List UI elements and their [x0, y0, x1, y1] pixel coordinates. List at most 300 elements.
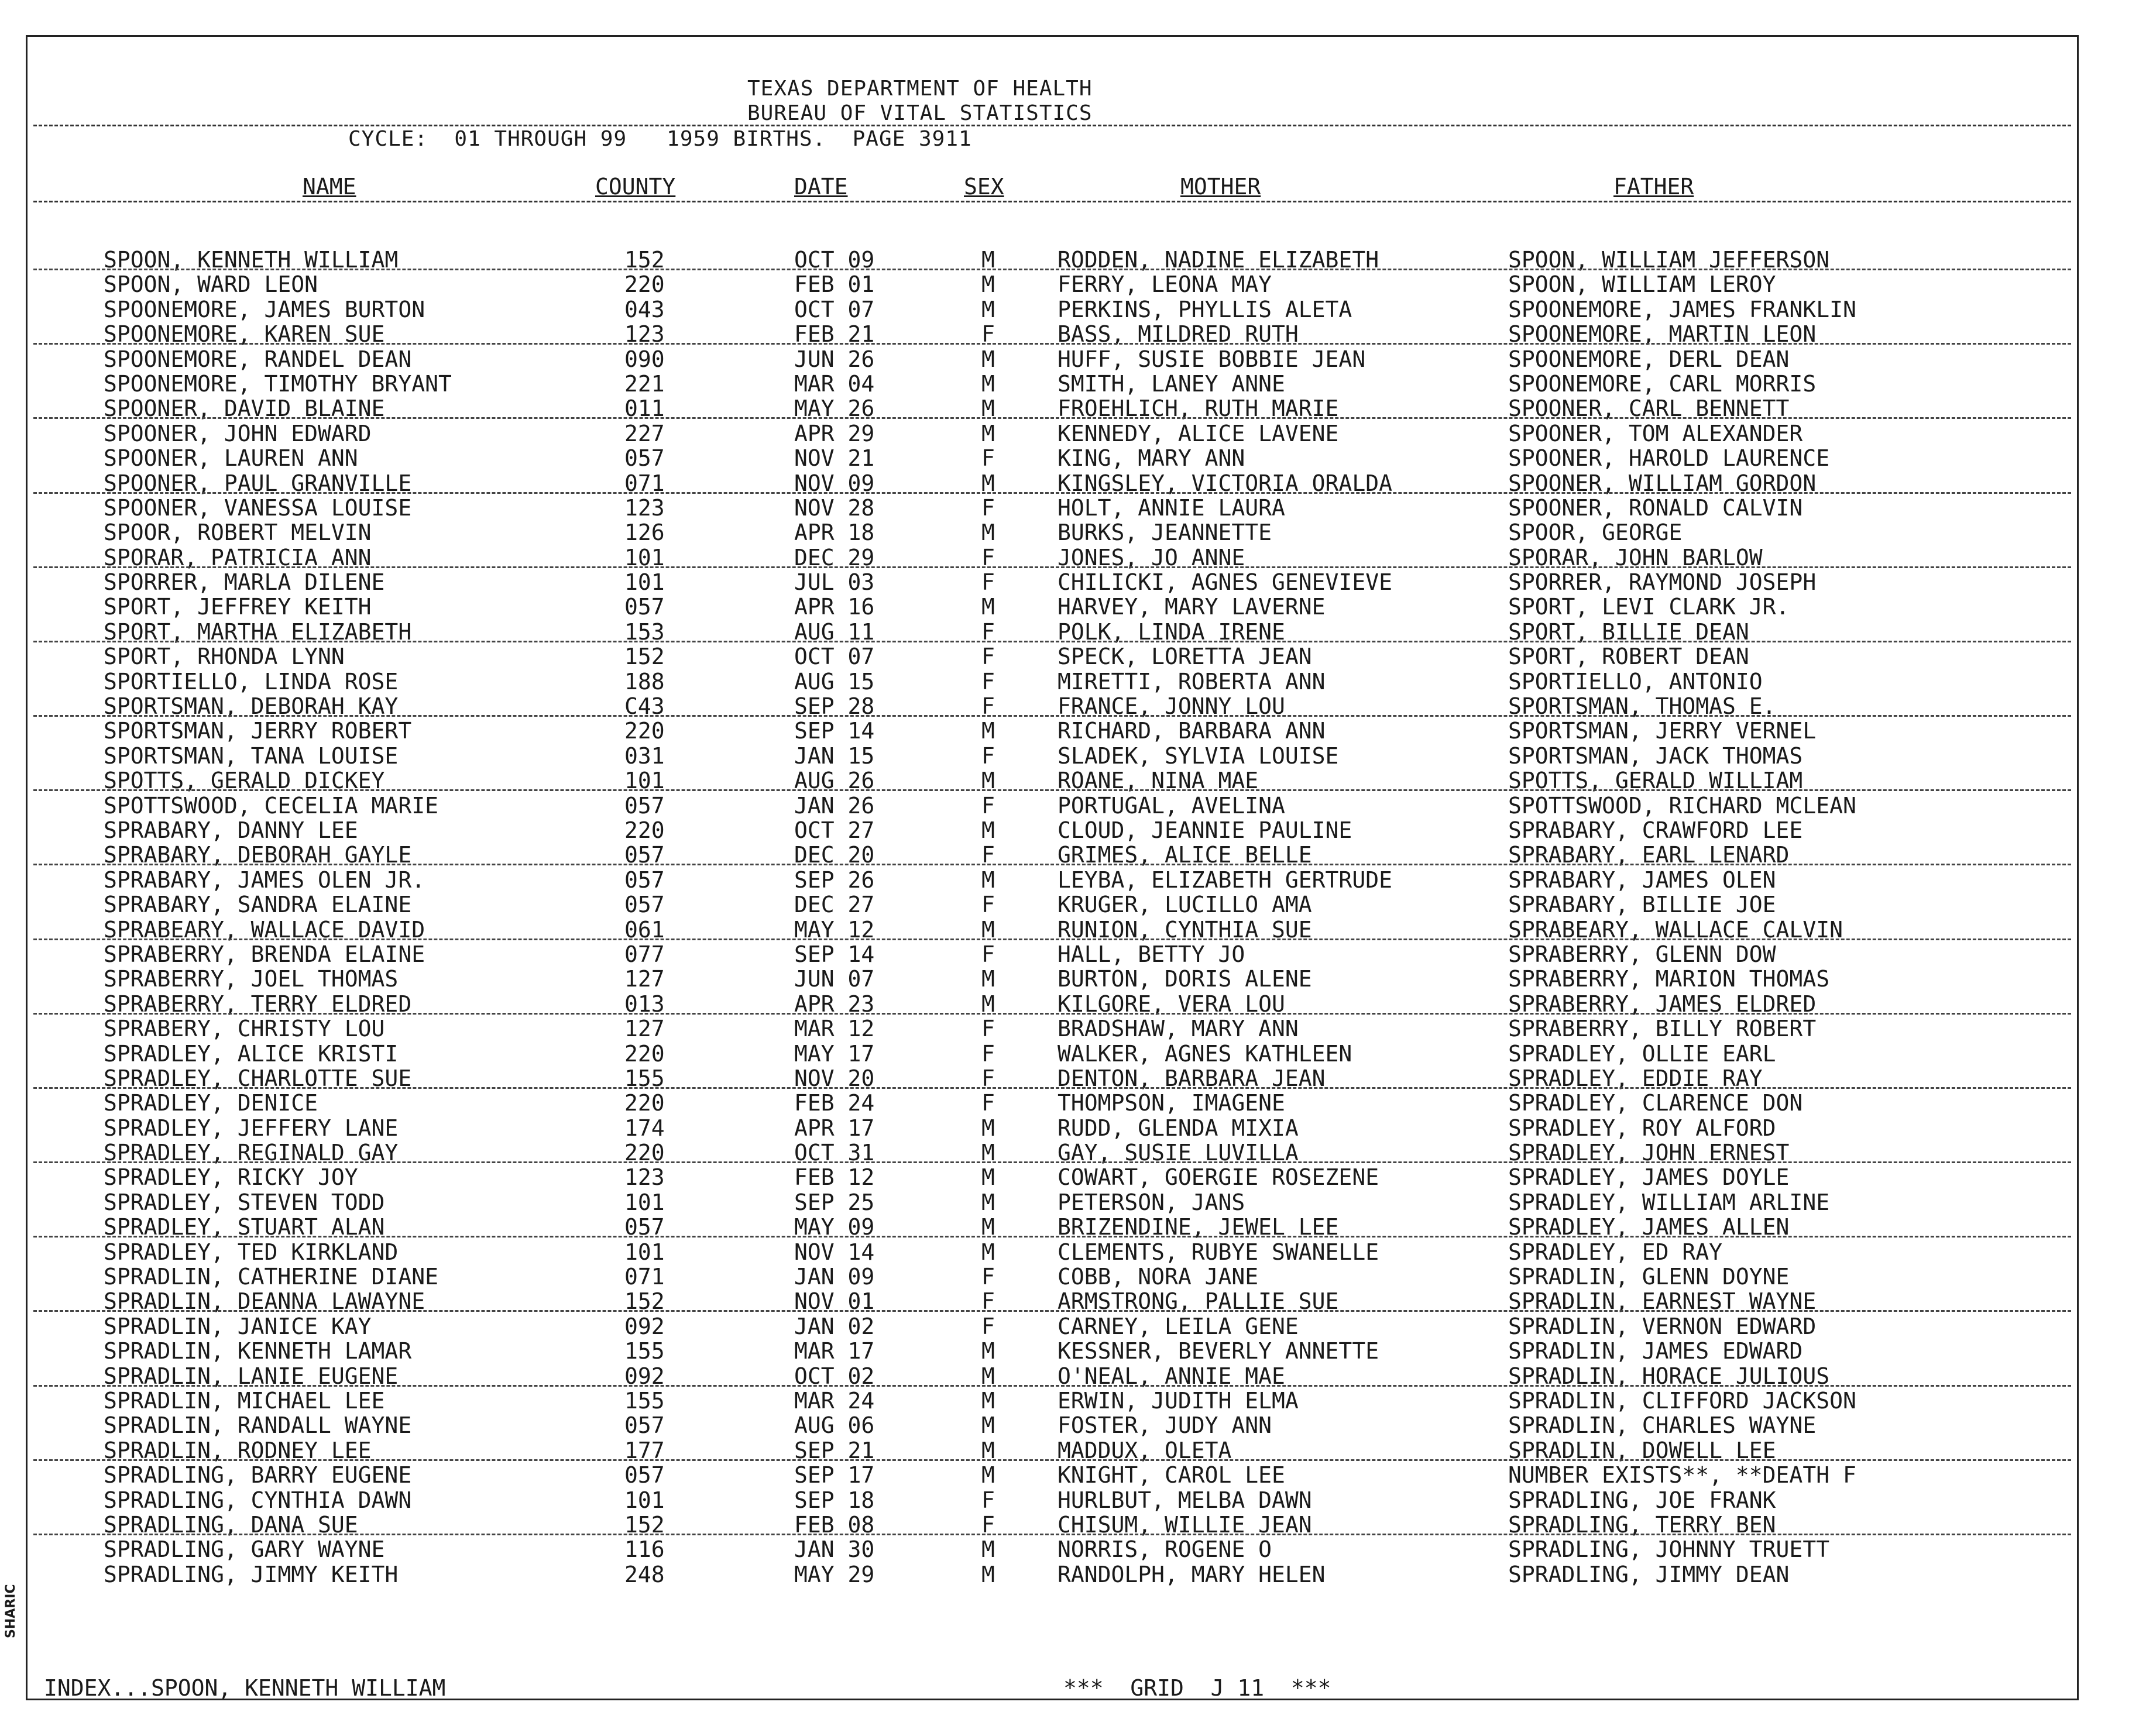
table-row: [28, 768, 2077, 793]
cell-name: SPOONER, DAVID BLAINE: [104, 396, 385, 422]
cell-date: OCT 02: [794, 1363, 875, 1389]
grid-reference: *** GRID J 11 ***: [1063, 1675, 1331, 1701]
cell-county: 153: [624, 618, 665, 645]
cell-date: JAN 02: [794, 1313, 875, 1339]
cell-county: 057: [624, 1462, 665, 1489]
cell-date: JUN 26: [794, 346, 875, 372]
cell-date: APR 17: [794, 1115, 875, 1141]
cell-name: SPRADLEY, REGINALD GAY: [104, 1140, 399, 1166]
table-row: [28, 545, 2077, 570]
cell-name: SPRABARY, DEBORAH GAYLE: [104, 842, 412, 868]
cell-date: SEP 14: [794, 941, 875, 967]
cell-date: OCT 31: [794, 1140, 875, 1166]
cell-name: SPRABERRY, JOEL THOMAS: [104, 966, 399, 992]
cell-mother: SPECK, LORETTA JEAN: [1058, 644, 1312, 670]
cell-mother: MIRETTI, ROBERTA ANN: [1058, 668, 1326, 695]
table-row: [28, 1314, 2077, 1339]
cell-name: SPOON, KENNETH WILLIAM: [104, 247, 399, 273]
table-row: [28, 594, 2077, 619]
cell-date: SEP 26: [794, 867, 875, 893]
cell-name: SPRADLEY, TED KIRKLAND: [104, 1239, 399, 1265]
cell-name: SPORAR, PATRICIA ANN: [104, 544, 372, 570]
cell-father: SPOONEMORE, DERL DEAN: [1508, 346, 1790, 372]
cell-mother: RANDOLPH, MARY HELEN: [1058, 1561, 1326, 1587]
cell-date: APR 23: [794, 991, 875, 1017]
cell-date: APR 16: [794, 594, 875, 620]
cell-name: SPRADLEY, CHARLOTTE SUE: [104, 1065, 412, 1091]
cell-name: SPRABARY, DANNY LEE: [104, 817, 358, 843]
cell-sex: M: [981, 1140, 995, 1166]
cell-mother: NORRIS, ROGENE O: [1058, 1536, 1272, 1563]
cell-name: SPOONEMORE, KAREN SUE: [104, 321, 385, 348]
cell-name: SPOONEMORE, JAMES BURTON: [104, 296, 425, 322]
cell-name: SPRADLEY, STEVEN TODD: [104, 1189, 385, 1215]
cell-father: SPRABARY, JAMES OLEN: [1508, 867, 1776, 893]
cell-father: SPRADLEY, ROY ALFORD: [1508, 1115, 1776, 1141]
cell-mother: RODDEN, NADINE ELIZABETH: [1058, 247, 1379, 273]
cell-sex: M: [981, 370, 995, 397]
cell-sex: M: [981, 1363, 995, 1389]
cell-county: 101: [624, 1189, 665, 1215]
cell-name: SPOON, WARD LEON: [104, 271, 318, 298]
cell-sex: F: [981, 644, 995, 670]
cell-sex: F: [981, 569, 995, 596]
cell-father: SPOON, WILLIAM LEROY: [1508, 271, 1776, 298]
cell-name: SPRABARY, JAMES OLEN JR.: [104, 867, 425, 893]
cell-date: APR 18: [794, 520, 875, 546]
cell-date: JAN 09: [794, 1264, 875, 1290]
table-row: [28, 1463, 2077, 1487]
cell-mother: PETERSON, JANS: [1058, 1189, 1245, 1215]
cell-county: 013: [624, 991, 665, 1017]
cell-county: 011: [624, 396, 665, 422]
cell-father: SPOONER, TOM ALEXANDER: [1508, 420, 1803, 446]
cell-father: SPRADLEY, JOHN ERNEST: [1508, 1140, 1790, 1166]
cell-date: FEB 24: [794, 1090, 875, 1116]
cell-name: SPORTSMAN, DEBORAH KAY: [104, 693, 399, 720]
cell-county: 071: [624, 470, 665, 496]
column-header-name: NAME: [303, 174, 356, 200]
cell-sex: M: [981, 867, 995, 893]
cell-date: NOV 28: [794, 494, 875, 521]
table-row: [28, 1413, 2077, 1438]
cell-county: 177: [624, 1437, 665, 1463]
cell-county: 220: [624, 817, 665, 843]
cycle-line: CYCLE: 01 THROUGH 99 1959 BIRTHS. PAGE 3911: [348, 127, 972, 151]
cell-sex: F: [981, 668, 995, 695]
cell-father: SPRADLEY, ED RAY: [1508, 1239, 1723, 1265]
cell-date: SEP 28: [794, 693, 875, 720]
cell-county: 220: [624, 271, 665, 298]
cell-date: FEB 08: [794, 1511, 875, 1538]
cell-father: SPRADLIN, HORACE JULIOUS: [1508, 1363, 1830, 1389]
cell-sex: M: [981, 296, 995, 322]
table-row: [28, 247, 2077, 272]
side-stamp: SHARIC: [4, 1584, 18, 1638]
cell-name: SPORT, JEFFREY KEITH: [104, 594, 372, 620]
cell-sex: M: [981, 1387, 995, 1414]
cell-father: SPRADLIN, JAMES EDWARD: [1508, 1338, 1803, 1364]
cell-date: DEC 29: [794, 544, 875, 570]
cell-name: SPOOR, ROBERT MELVIN: [104, 520, 372, 546]
cell-father: SPRADLEY, OLLIE EARL: [1508, 1040, 1776, 1067]
cell-father: SPORRER, RAYMOND JOSEPH: [1508, 569, 1817, 596]
cell-mother: BURTON, DORIS ALENE: [1058, 966, 1312, 992]
cell-name: SPRABERY, CHRISTY LOU: [104, 1016, 385, 1042]
cell-father: SPOONER, CARL BENNETT: [1508, 396, 1790, 422]
cell-mother: HARVEY, MARY LAVERNE: [1058, 594, 1326, 620]
cell-name: SPOONER, JOHN EDWARD: [104, 420, 372, 446]
cell-father: SPORTSMAN, JACK THOMAS: [1508, 742, 1803, 769]
cell-date: JAN 15: [794, 742, 875, 769]
cell-sex: F: [981, 544, 995, 570]
cell-mother: COBB, NORA JANE: [1058, 1264, 1259, 1290]
column-header-sex: SEX: [964, 174, 1004, 200]
table-row: [28, 1364, 2077, 1388]
table-row: [28, 892, 2077, 917]
cell-date: NOV 21: [794, 445, 875, 472]
cell-county: 031: [624, 742, 665, 769]
table-row: [28, 372, 2077, 396]
cell-county: 116: [624, 1536, 665, 1563]
table-row: [28, 818, 2077, 843]
header-rule: [33, 125, 2071, 126]
cell-mother: PORTUGAL, AVELINA: [1058, 792, 1285, 819]
cell-name: SPORT, RHONDA LYNN: [104, 644, 345, 670]
table-row: [28, 793, 2077, 818]
cell-father: SPRADLIN, CHARLES WAYNE: [1508, 1412, 1817, 1439]
cell-county: 188: [624, 668, 665, 695]
table-row: [28, 917, 2077, 942]
cell-sex: F: [981, 892, 995, 918]
cell-name: SPRABEARY, WALLACE DAVID: [104, 916, 425, 943]
cell-mother: DENTON, BARBARA JEAN: [1058, 1065, 1326, 1091]
birth-records-table: [28, 247, 2077, 1587]
cell-name: SPOTTSWOOD, CECELIA MARIE: [104, 792, 438, 819]
cell-mother: ARMSTRONG, PALLIE SUE: [1058, 1288, 1339, 1315]
table-row: [28, 1091, 2077, 1115]
cell-mother: FRANCE, JONNY LOU: [1058, 693, 1285, 720]
cell-name: SPRADLIN, RODNEY LEE: [104, 1437, 372, 1463]
index-footer: INDEX...SPOON, KENNETH WILLIAM: [44, 1675, 446, 1701]
cell-name: SPRADLING, GARY WAYNE: [104, 1536, 385, 1563]
cell-father: SPRADLING, JOE FRANK: [1508, 1487, 1776, 1513]
table-row: [28, 347, 2077, 372]
cell-county: 227: [624, 420, 665, 446]
table-row: [28, 1190, 2077, 1215]
cell-father: SPRABERRY, GLENN DOW: [1508, 941, 1776, 967]
cell-name: SPRADLING, BARRY EUGENE: [104, 1462, 412, 1489]
cell-county: 101: [624, 569, 665, 596]
cell-mother: LEYBA, ELIZABETH GERTRUDE: [1058, 867, 1392, 893]
cell-father: SPOTTS, GERALD WILLIAM: [1508, 768, 1803, 794]
cell-mother: COWART, GOERGIE ROSEZENE: [1058, 1164, 1379, 1191]
table-row: [28, 471, 2077, 496]
cell-county: 155: [624, 1065, 665, 1091]
cell-sex: M: [981, 1214, 995, 1240]
cell-county: 057: [624, 842, 665, 868]
cell-father: SPORTIELLO, ANTONIO: [1508, 668, 1763, 695]
cell-county: 248: [624, 1561, 665, 1587]
table-row: [28, 1165, 2077, 1190]
cell-father: SPRADLEY, WILLIAM ARLINE: [1508, 1189, 1830, 1215]
cell-name: SPRADLEY, RICKY JOY: [104, 1164, 358, 1191]
cell-father: SPOONEMORE, JAMES FRANKLIN: [1508, 296, 1856, 322]
cell-mother: KRUGER, LUCILLO AMA: [1058, 892, 1312, 918]
table-row: [28, 1041, 2077, 1066]
table-row: [28, 520, 2077, 545]
cell-father: SPOON, WILLIAM JEFFERSON: [1508, 247, 1830, 273]
cell-county: 090: [624, 346, 665, 372]
cell-father: SPOONER, WILLIAM GORDON: [1508, 470, 1817, 496]
table-row: [28, 644, 2077, 669]
cell-county: 043: [624, 296, 665, 322]
table-row: [28, 1339, 2077, 1363]
cell-county: 057: [624, 1214, 665, 1240]
cell-mother: RUNION, CYNTHIA SUE: [1058, 916, 1312, 943]
cell-mother: KILGORE, VERA LOU: [1058, 991, 1285, 1017]
cell-sex: M: [981, 1164, 995, 1191]
cell-sex: M: [981, 346, 995, 372]
cell-date: JAN 30: [794, 1536, 875, 1563]
cell-mother: KENNEDY, ALICE LAVENE: [1058, 420, 1339, 446]
cell-father: SPRADLIN, GLENN DOYNE: [1508, 1264, 1790, 1290]
cell-county: 127: [624, 966, 665, 992]
table-row: [28, 396, 2077, 421]
cell-name: SPORTSMAN, TANA LOUISE: [104, 742, 399, 769]
table-row: [28, 1537, 2077, 1562]
table-row: [28, 1215, 2077, 1239]
cell-name: SPOONEMORE, TIMOTHY BRYANT: [104, 370, 452, 397]
cell-sex: F: [981, 445, 995, 472]
cell-date: FEB 12: [794, 1164, 875, 1191]
cell-father: SPORT, ROBERT DEAN: [1508, 644, 1749, 670]
cell-father: SPRABARY, CRAWFORD LEE: [1508, 817, 1803, 843]
cell-sex: M: [981, 1536, 995, 1563]
cell-name: SPRADLIN, JANICE KAY: [104, 1313, 372, 1339]
cell-county: 057: [624, 792, 665, 819]
cell-mother: CHILICKI, AGNES GENEVIEVE: [1058, 569, 1392, 596]
cell-sex: F: [981, 1288, 995, 1315]
cell-mother: SLADEK, SYLVIA LOUISE: [1058, 742, 1339, 769]
cell-mother: BRIZENDINE, JEWEL LEE: [1058, 1214, 1339, 1240]
cell-county: 057: [624, 445, 665, 472]
cell-county: 101: [624, 1487, 665, 1513]
cell-sex: F: [981, 792, 995, 819]
table-row: [28, 694, 2077, 719]
agency-title: TEXAS DEPARTMENT OF HEALTH: [747, 77, 1093, 101]
cell-sex: F: [981, 1487, 995, 1513]
cell-county: C43: [624, 693, 665, 720]
cell-name: SPRADLEY, DENICE: [104, 1090, 318, 1116]
cell-county: 221: [624, 370, 665, 397]
table-row: [28, 1512, 2077, 1537]
cell-father: SPRABERRY, MARION THOMAS: [1508, 966, 1830, 992]
cell-county: 123: [624, 1164, 665, 1191]
cell-mother: BASS, MILDRED RUTH: [1058, 321, 1299, 348]
cell-father: SPRADLIN, EARNEST WAYNE: [1508, 1288, 1817, 1315]
cell-mother: CARNEY, LEILA GENE: [1058, 1313, 1299, 1339]
cell-mother: POLK, LINDA IRENE: [1058, 618, 1285, 645]
cell-date: MAR 12: [794, 1016, 875, 1042]
cell-date: SEP 17: [794, 1462, 875, 1489]
cell-sex: F: [981, 494, 995, 521]
cell-date: NOV 09: [794, 470, 875, 496]
cell-father: SPRADLEY, JAMES DOYLE: [1508, 1164, 1790, 1191]
table-row: [28, 1116, 2077, 1140]
table-row: [28, 942, 2077, 967]
table-row: [28, 992, 2077, 1016]
cell-date: AUG 15: [794, 668, 875, 695]
cell-county: 127: [624, 1016, 665, 1042]
table-row: [28, 967, 2077, 991]
table-row: [28, 843, 2077, 867]
column-header-father: FATHER: [1613, 174, 1694, 200]
cell-date: OCT 07: [794, 296, 875, 322]
cell-county: 220: [624, 1140, 665, 1166]
cell-sex: F: [981, 1313, 995, 1339]
cell-sex: F: [981, 321, 995, 348]
cell-county: 123: [624, 321, 665, 348]
cell-mother: FROEHLICH, RUTH MARIE: [1058, 396, 1339, 422]
table-row: [28, 446, 2077, 470]
cell-mother: KING, MARY ANN: [1058, 445, 1245, 472]
cell-county: 092: [624, 1363, 665, 1389]
table-row: [28, 421, 2077, 446]
cell-date: MAY 26: [794, 396, 875, 422]
table-row: [28, 1140, 2077, 1165]
cell-name: SPORTIELLO, LINDA ROSE: [104, 668, 399, 695]
table-row: [28, 1289, 2077, 1314]
cell-mother: ROANE, NINA MAE: [1058, 768, 1259, 794]
cell-sex: F: [981, 842, 995, 868]
cell-date: FEB 21: [794, 321, 875, 348]
table-row: [28, 1264, 2077, 1289]
cell-county: 071: [624, 1264, 665, 1290]
cell-county: 061: [624, 916, 665, 943]
table-row: [28, 1016, 2077, 1041]
cell-date: AUG 06: [794, 1412, 875, 1439]
cell-father: SPOOR, GEORGE: [1508, 520, 1683, 546]
cell-county: 057: [624, 1412, 665, 1439]
cell-father: SPOONEMORE, MARTIN LEON: [1508, 321, 1817, 348]
table-row: [28, 1066, 2077, 1091]
cell-mother: BURKS, JEANNETTE: [1058, 520, 1272, 546]
cell-sex: M: [981, 247, 995, 273]
cell-name: SPOONER, VANESSA LOUISE: [104, 494, 412, 521]
cell-father: SPRADLIN, CLIFFORD JACKSON: [1508, 1387, 1856, 1414]
cell-county: 152: [624, 1288, 665, 1315]
cell-father: SPRADLING, JOHNNY TRUETT: [1508, 1536, 1830, 1563]
cell-date: MAR 04: [794, 370, 875, 397]
cell-name: SPRADLIN, KENNETH LAMAR: [104, 1338, 412, 1364]
cell-county: 220: [624, 718, 665, 744]
cell-mother: MADDUX, OLETA: [1058, 1437, 1232, 1463]
cell-county: 057: [624, 594, 665, 620]
cell-name: SPOONER, LAUREN ANN: [104, 445, 358, 472]
cell-mother: CHISUM, WILLIE JEAN: [1058, 1511, 1312, 1538]
cell-mother: ERWIN, JUDITH ELMA: [1058, 1387, 1299, 1414]
cell-date: MAY 17: [794, 1040, 875, 1067]
column-header-mother: MOTHER: [1180, 174, 1261, 200]
cell-date: MAR 24: [794, 1387, 875, 1414]
cell-father: SPRABERRY, JAMES ELDRED: [1508, 991, 1817, 1017]
cell-mother: RUDD, GLENDA MIXIA: [1058, 1115, 1299, 1141]
cell-sex: M: [981, 1462, 995, 1489]
cell-name: SPORTSMAN, JERRY ROBERT: [104, 718, 412, 744]
cell-name: SPRADLEY, STUART ALAN: [104, 1214, 385, 1240]
cell-county: 057: [624, 867, 665, 893]
table-row: [28, 570, 2077, 594]
cell-sex: M: [981, 420, 995, 446]
cell-date: MAY 12: [794, 916, 875, 943]
cell-sex: M: [981, 1239, 995, 1265]
cell-county: 092: [624, 1313, 665, 1339]
cell-county: 155: [624, 1338, 665, 1364]
cell-sex: M: [981, 966, 995, 992]
cell-sex: F: [981, 1511, 995, 1538]
cell-name: SPRADLIN, MICHAEL LEE: [104, 1387, 385, 1414]
cell-date: SEP 21: [794, 1437, 875, 1463]
cell-father: SPOONER, RONALD CALVIN: [1508, 494, 1803, 521]
cell-mother: WALKER, AGNES KATHLEEN: [1058, 1040, 1352, 1067]
table-row: [28, 868, 2077, 892]
cell-sex: M: [981, 817, 995, 843]
cell-mother: GRIMES, ALICE BELLE: [1058, 842, 1312, 868]
cell-sex: F: [981, 1264, 995, 1290]
cell-mother: HALL, BETTY JO: [1058, 941, 1245, 967]
column-header-county: COUNTY: [595, 174, 676, 200]
cell-date: OCT 09: [794, 247, 875, 273]
table-row: [28, 1488, 2077, 1512]
cell-county: 101: [624, 544, 665, 570]
cell-name: SPRADLIN, RANDALL WAYNE: [104, 1412, 412, 1439]
cell-father: SPORTSMAN, THOMAS E.: [1508, 693, 1776, 720]
table-row: [28, 322, 2077, 346]
cell-father: SPRABARY, BILLIE JOE: [1508, 892, 1776, 918]
cell-county: 152: [624, 247, 665, 273]
cell-mother: CLOUD, JEANNIE PAULINE: [1058, 817, 1352, 843]
cell-mother: PERKINS, PHYLLIS ALETA: [1058, 296, 1352, 322]
cell-name: SPRABARY, SANDRA ELAINE: [104, 892, 412, 918]
cell-mother: SMITH, LANEY ANNE: [1058, 370, 1285, 397]
cell-date: MAY 29: [794, 1561, 875, 1587]
cell-father: SPOONER, HAROLD LAURENCE: [1508, 445, 1830, 472]
table-row: [28, 620, 2077, 644]
cell-county: 152: [624, 1511, 665, 1538]
cell-mother: THOMPSON, IMAGENE: [1058, 1090, 1285, 1116]
cell-date: AUG 26: [794, 768, 875, 794]
column-header-rule: [33, 201, 2071, 202]
table-row: [28, 272, 2077, 297]
cell-mother: KESSNER, BEVERLY ANNETTE: [1058, 1338, 1379, 1364]
column-header-date: DATE: [794, 174, 848, 200]
cell-county: 101: [624, 1239, 665, 1265]
cell-date: DEC 20: [794, 842, 875, 868]
cell-date: NOV 20: [794, 1065, 875, 1091]
cell-name: SPOONER, PAUL GRANVILLE: [104, 470, 412, 496]
cell-mother: O'NEAL, ANNIE MAE: [1058, 1363, 1285, 1389]
cell-father: SPRADLIN, DOWELL LEE: [1508, 1437, 1776, 1463]
cell-father: SPRABARY, EARL LENARD: [1508, 842, 1790, 868]
cell-sex: F: [981, 693, 995, 720]
cell-mother: BRADSHAW, MARY ANN: [1058, 1016, 1299, 1042]
cell-date: SEP 14: [794, 718, 875, 744]
cell-date: SEP 25: [794, 1189, 875, 1215]
cell-sex: F: [981, 618, 995, 645]
cell-mother: KINGSLEY, VICTORIA ORALDA: [1058, 470, 1392, 496]
cell-date: NOV 01: [794, 1288, 875, 1315]
